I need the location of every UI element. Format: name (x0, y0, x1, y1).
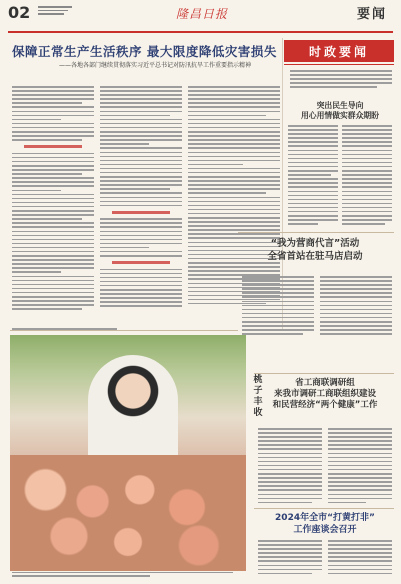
article-title-business: “我为营商代言”活动 全省首站在驻马店启动 (267, 238, 363, 262)
newspaper-logo: 隆昌日报 (176, 7, 229, 21)
photo-vertical-caption: 桃子丰收 (253, 375, 263, 418)
photo-caption (12, 572, 242, 577)
main-article-col-2 (100, 86, 182, 324)
main-article-col-1 (12, 86, 94, 324)
masthead (8, 3, 393, 33)
main-headline: 保障正常生产生活秩序 最大限度降低灾害损失 (12, 44, 277, 59)
section-rule (238, 232, 394, 233)
article-body-anti-vice-right (328, 540, 392, 580)
article-body-business-right (320, 276, 392, 338)
section-label: 要闻 (356, 7, 387, 22)
photo-top-rule (10, 330, 238, 331)
article-body-livelihood-right (342, 125, 392, 230)
news-section-banner: 时政要闻 (284, 40, 394, 62)
article-title-anti-vice: 2024年全市“打黄打非” 工作座谈会召开 (275, 513, 375, 535)
article-body-business-left (242, 276, 314, 338)
article-body-livelihood-left (288, 125, 338, 230)
page-number: 02 (8, 3, 31, 22)
article-body-anti-vice-left (258, 540, 322, 580)
peach-crate (10, 455, 246, 571)
banner-lead-text (290, 70, 392, 96)
section-rule-bottom (254, 508, 394, 509)
banner-rule (284, 64, 394, 65)
article-title-livelihood: 突出民生导向 用心用情做实群众期盼 (301, 101, 379, 120)
section-rule-lower (254, 373, 394, 374)
issue-date-info (38, 6, 72, 15)
peach-harvest-photo (10, 335, 246, 571)
article-body-federation-left (258, 428, 322, 506)
article-title-federation: 省工商联调研组 来我市调研工商联组织建设 和民营经济“两个健康”工作 (272, 378, 378, 410)
main-subheadline: ——各地各部门继续贯彻落实习近平总书记对防汛抗旱工作重要指示精神 (58, 62, 251, 69)
article-body-federation-right (328, 428, 392, 506)
